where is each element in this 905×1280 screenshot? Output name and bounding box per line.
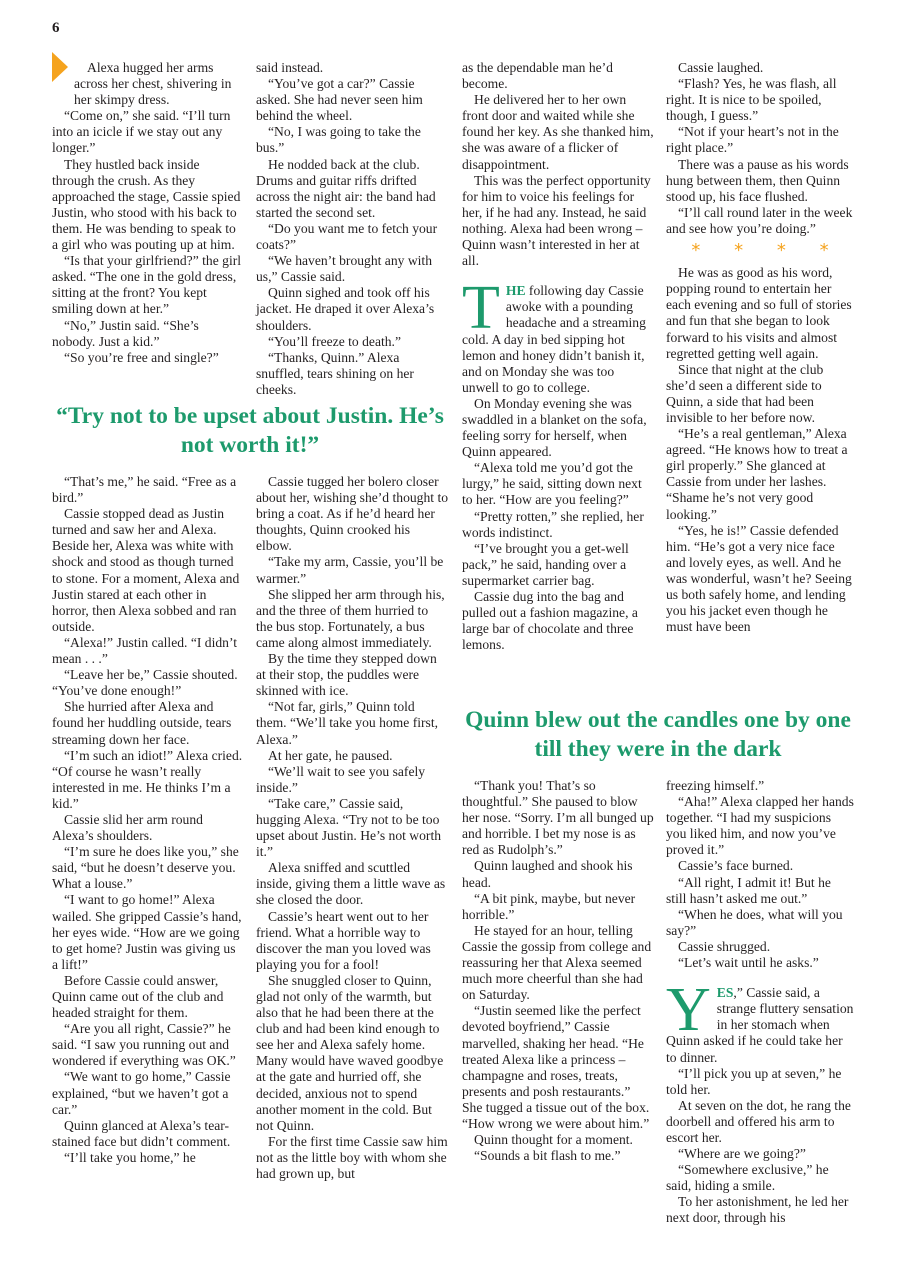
column-3-bottom xyxy=(462,778,654,1164)
paragraph: said instead. xyxy=(256,60,324,75)
paragraph: “Not if your heart’s not in the right place.” xyxy=(666,124,839,156)
paragraph: “Pretty rotten,” she replied, her words indistinct. xyxy=(462,508,644,540)
paragraph: Cassie’s face burned. xyxy=(678,858,794,874)
paragraph: Quinn laughed and shook his head. xyxy=(462,858,633,890)
paragraph: At seven on the dot, he rang the doorbell and offered his arm to escort her. xyxy=(666,1097,851,1145)
paragraph: “Thank you! That’s so thoughtful.” She paused to blow her nose. “Sorry. I’m all bunged up and horrible. I bet my nose is as red as Rudolph’s.” xyxy=(462,778,654,858)
paragraph: “I’ll take you home,” he xyxy=(64,1149,196,1165)
pullquote-text: “Try not to be upset about Justin. He’s not worth it!” xyxy=(56,403,444,458)
paragraph xyxy=(52,60,244,76)
pullquote xyxy=(462,706,854,764)
paragraph: “We want to go home,” Cassie explained, “but we haven’t got a car.” xyxy=(52,1069,231,1117)
paragraph: Alexa sniffed and scuttled inside, giving them a little wave as she closed the door. xyxy=(256,860,446,908)
paragraph: “Alexa told me you’d got the lurgy,” he said, sitting down next to her. “How are you feeling?” xyxy=(462,460,642,508)
dropcap-paragraph-1 xyxy=(462,274,654,396)
column-2-bottom-body xyxy=(256,474,448,1182)
paragraph: At her gate, he paused. xyxy=(268,747,393,763)
paragraph: “I’m such an idiot!” Alexa cried. “Of course he wasn’t really interested in me. He thinks I’m a kid.” xyxy=(52,747,243,811)
paragraph: “Somewhere exclusive,” he said, hiding a smile. xyxy=(666,1162,829,1194)
paragraph: “You’ve got a car?” Cassie asked. She had never seen him behind the wheel. xyxy=(256,76,423,124)
paragraph: Quinn thought for a moment. xyxy=(474,1132,633,1148)
paragraph: “Do you want me to fetch your coats?” xyxy=(256,220,438,253)
paragraph: “That’s me,” he said. “Free as a bird.” xyxy=(52,474,237,506)
paragraph: “No,” Justin said. “She’s nobody. Just a kid.” xyxy=(52,317,199,349)
column-1-top xyxy=(52,60,244,366)
paragraph: “Is that your girlfriend?” the girl asked. “The one in the gold dress, sitting at the front? You kept smiling down at her.” xyxy=(52,253,242,317)
paragraph: “All right, I admit it! But he still hasn’t asked me out.” xyxy=(666,874,831,906)
paragraph: “Flash? Yes, he was flash, all right. It is nice to be spoiled, though, I guess.” xyxy=(666,76,837,124)
paragraph: “We haven’t brought any with us,” Cassie said. xyxy=(256,253,433,285)
paragraph: By the time they stepped down at their stop, the puddles were skinned with ice. xyxy=(256,651,437,699)
pullquote xyxy=(52,402,448,460)
column-4-bottom xyxy=(666,778,854,1227)
paragraph: “Justin seemed like the perfect devoted boyfriend,” Cassie marvelled, shaking her head. “He treated Alexa like a princess – champagne and roses, treats, presents and posh restaurants.” She tugged a tissue out of the box. “How wrong we were about him.” xyxy=(462,1003,650,1131)
paragraph: “No, I was going to take the bus.” xyxy=(256,124,421,156)
column-3-mid-body xyxy=(462,396,654,654)
paragraph: “Let’s wait until he asks.” xyxy=(678,955,819,971)
paragraph: freezing himself.” xyxy=(666,778,765,793)
paragraph: Cassie dug into the bag and pulled out a fashion magazine, a large bar of chocolate and three lemons. xyxy=(462,589,638,653)
paragraph: He nodded back at the club. Drums and guitar riffs drifted across the night air: the band had started the second set. xyxy=(256,156,436,220)
dropcap-word: HE xyxy=(505,283,526,299)
pullquote-text: Quinn blew out the candles one by one till they were in the dark xyxy=(465,707,851,762)
paragraph: “I want to go home!” Alexa wailed. She gripped Cassie’s hand, her eyes wide. “How are we going to get home? Justin was giving us a lift!” xyxy=(52,892,242,972)
dropcap-letter: T xyxy=(462,274,500,343)
paragraph: She hurried after Alexa and found her huddling outside, tears streaming down her face. xyxy=(52,699,232,747)
paragraph: He delivered her to her own front door and waited while she found her key. As she thanked him, she was aware of a flicker of disappointment. xyxy=(462,92,654,172)
paragraph: “When he does, what will you say?” xyxy=(666,906,843,938)
column-3-top-body xyxy=(462,60,654,269)
column-4-mid-body xyxy=(666,265,854,635)
paragraph: as the dependable man he’d become. xyxy=(462,60,613,92)
column-2-top xyxy=(256,60,448,398)
paragraph: “I’ve brought you a get-well pack,” he said, handing over a supermarket carrier bag. xyxy=(462,540,629,588)
paragraph: She slipped her arm through his, and the three of them hurried to the bus stop. Fortunately, a bus came along almost immediately. xyxy=(256,586,445,650)
section-separator: * * * * xyxy=(691,240,843,262)
paragraph: Cassie tugged her bolero closer about her, wishing she’d thought to bring a coat. As if he’d heard her thoughts, Quinn crooked his elbow. xyxy=(256,474,449,554)
dropcap-word: ES xyxy=(716,985,734,1001)
paragraph: “Alexa!” Justin called. “I didn’t mean . . .” xyxy=(52,634,238,667)
paragraph: To her astonishment, he led her next door, through his xyxy=(666,1194,849,1226)
dropcap-letter: Y xyxy=(666,976,711,1045)
paragraph: There was a pause as his words hung between them, then Quinn stood up, his face flushed. xyxy=(666,156,849,204)
paragraph: For the first time Cassie saw him not as the little boy with whom she had grown up, but xyxy=(256,1133,448,1182)
paragraph: “A bit pink, maybe, but never horrible.” xyxy=(462,890,636,922)
column-4-bottom-body xyxy=(666,778,854,971)
paragraph xyxy=(462,274,654,396)
paragraph: Quinn sighed and took off his jacket. He draped it over Alexa’s shoulders. xyxy=(256,285,435,333)
paragraph: “We’ll wait to see you safely inside.” xyxy=(256,763,426,795)
column-4-top xyxy=(666,60,854,635)
column-1-top-body xyxy=(52,76,244,366)
paragraph: “Aha!” Alexa clapped her hands together. “I had my suspicions you liked him, and now you’ve proved it.” xyxy=(666,794,854,858)
page-number: 6 xyxy=(52,20,60,36)
paragraph xyxy=(666,976,854,1065)
paragraph: “Take care,” Cassie said, hugging Alexa. “Try not to be too upset about Justin. He’s not worth it.” xyxy=(256,795,442,860)
paragraph: This was the perfect opportunity for him to voice his feelings for her, if he had any. Instead, he said nothing. Alexa had been wrong – Quinn wasn’t interested in her at all. xyxy=(462,172,651,269)
paragraph-text: Alexa hugged her arms xyxy=(87,60,214,75)
paragraph: Cassie shrugged. xyxy=(678,938,771,954)
paragraph: Cassie stopped dead as Justin turned and saw her and Alexa. Beside her, Alexa was white with shock and stood as though turned to stone. For a moment, Alexa and Justin stared at each other in horror, then Alexa sobbed and ran outside. xyxy=(52,506,240,634)
paragraph: He stayed for an hour, telling Cassie the gossip from college and reassuring her that Alexa seemed much more cheerful than she had on Saturday. xyxy=(462,922,652,1003)
paragraph-text: following day Cassie awoke with a pounding headache and a streaming cold. A day in bed sipping hot lemon and honey didn’t banish it, and on Monday she was too unwell to go to college. xyxy=(462,283,646,395)
paragraph: “Where are we going?” xyxy=(678,1146,806,1162)
paragraph: “I’ll call round later in the week and see how you’re doing.” xyxy=(666,204,853,236)
paragraph-text: ,” Cassie said, a strange fluttery sensation in her stomach when Quinn asked if he could take her to dinner. xyxy=(666,985,854,1065)
paragraph: On Monday evening she was swaddled in a blanket on the sofa, feeling sorry for herself, when Quinn appeared. xyxy=(462,395,647,460)
column-4-top-body xyxy=(666,60,854,237)
column-3-bottom-body xyxy=(462,778,654,1164)
paragraph: He was as good as his word, popping round to entertain her each evening and so full of stories and fun that she began to look forward to his visits and almost regretted getting well again. xyxy=(666,265,852,361)
paragraph: They hustled back inside through the crush. As they approached the stage, Cassie spied Justin, who stood with his back to them. He was bending to speak to a girl who was pouting up at him. xyxy=(52,156,241,253)
paragraph: “Leave her be,” Cassie shouted. “You’ve done enough!” xyxy=(52,667,238,699)
paragraph: “He’s a real gentleman,” Alexa agreed. “He knows how to treat a girl properly.” She glanced at Cassie from under her lashes. “Shame he’s not very good looking.” xyxy=(666,426,848,522)
paragraph: “Sounds a bit flash to me.” xyxy=(474,1148,621,1164)
paragraph: Before Cassie could answer, Quinn came out of the club and headed straight for them. xyxy=(52,972,224,1021)
paragraph: Quinn glanced at Alexa’s tear-stained face but didn’t comment. xyxy=(52,1117,231,1149)
column-2-top-body xyxy=(256,60,448,398)
column-1-bottom xyxy=(52,474,244,1166)
paragraph: “Thanks, Quinn.” Alexa snuffled, tears shining on her cheeks. xyxy=(256,349,414,397)
paragraph: “Not far, girls,” Quinn told them. “We’ll take you home first, Alexa.” xyxy=(256,699,438,747)
column-2-bottom xyxy=(256,474,448,1182)
column-1-bottom-body xyxy=(52,474,244,1166)
paragraph: Since that night at the club she’d seen a different side to Quinn, a side that had been invisible to her before now. xyxy=(666,361,824,425)
paragraph: She snuggled closer to Quinn, glad not only of the warmth, but also that he had been there at the club and had been kind enough to see her and Alexa safely home. Many would have waved goodbye at the gate and hurried off, she decided, anxious not to spend another moment in the cold. But not Quinn. xyxy=(256,972,444,1133)
column-3-top xyxy=(462,60,654,653)
paragraph: “So you’re free and single?” xyxy=(64,349,219,365)
paragraph: across her chest, shivering in her skimpy dress. xyxy=(74,76,232,108)
paragraph: Cassie’s heart went out to her friend. What a horrible way to discover the man you loved was playing you for a fool! xyxy=(256,908,431,972)
paragraph: Cassie slid her arm round Alexa’s shoulders. xyxy=(52,811,203,844)
paragraph: “You’ll freeze to death.” xyxy=(268,333,401,349)
paragraph: “Come on,” she said. “I’ll turn into an icicle if we stay out any longer.” xyxy=(52,108,231,156)
column-4-end-body xyxy=(666,1066,854,1227)
paragraph: “Take my arm, Cassie, you’ll be warmer.” xyxy=(256,554,444,586)
paragraph: “Yes, he is!” Cassie defended him. “He’s got a very nice face and lovely eyes, as well. And he was wonderful, wasn’t he? Seeing us both safely home, and lending you his jacket even though he must have been xyxy=(666,522,852,635)
paragraph: “Are you all right, Cassie?” he said. “I saw you running out and wondered if everything was OK.” xyxy=(52,1021,236,1069)
paragraph: Cassie laughed. xyxy=(678,60,764,75)
paragraph: “I’ll pick you up at seven,” he told her. xyxy=(666,1065,842,1097)
dropcap-paragraph-2 xyxy=(666,976,854,1065)
paragraph: “I’m sure he does like you,” she said, “but he doesn’t deserve you. What a louse.” xyxy=(52,844,239,892)
